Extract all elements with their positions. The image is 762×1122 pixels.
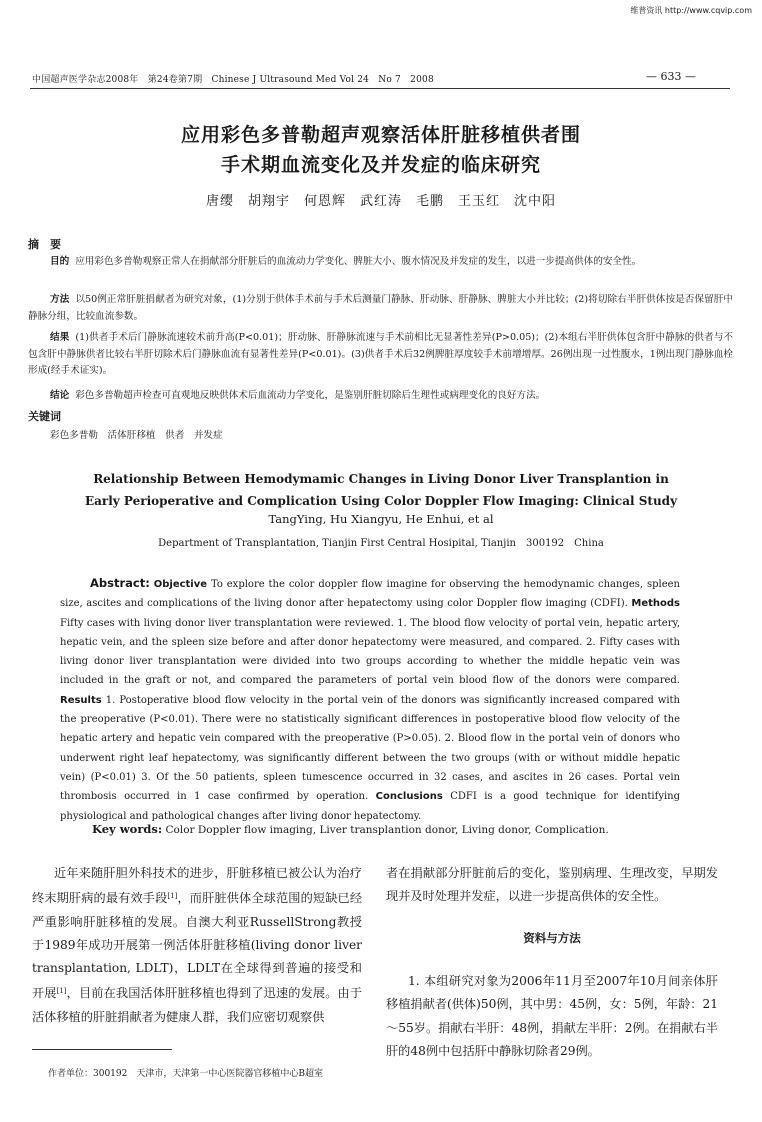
en-results-label: Results xyxy=(60,694,102,706)
en-methods-text: Fifty cases with living donor liver transplantation were reviewed. 1. The blood flow velocity of portal vein, hepatic artery, hepatic vein, and the spleen size before and after donor hepatectomy were measured, and compared. 2. Fifty cases with living donor liver transplantation were divided into two groups according to whether the middle hepatic vein was included in the graft or not, and compared the parameters of portal vein blood flow of the donors were compared. xyxy=(60,617,680,687)
zh-abstract-heading: 摘 要 xyxy=(28,238,61,251)
en-results-text: 1. Postoperative blood flow velocity in the portal vein of the donors was significantly increased compared with the preoperative (P<0.01). There were no statistically significant differences in postoperative blood flow velocity of the hepatic artery and hepatic vein compared with the preoperative (P>0.05). 2. Blood flow in the portal vein of donors who underwent right leaf hepatectomy, was significantly different between the two groups (with or without middle hepatic vein) (P<0.01) 3. Of the 50 patients, spleen tumescence occurred in 32 cases, and ascites in 26 cases. Portal vein thrombosis occurred in 1 case confirmed by operation. xyxy=(60,694,680,803)
body-left-text-a: 近年来随肝胆外科技术的进步，肝脏移植已被公认为治疗终末期肝病的最有效手段 xyxy=(32,866,362,906)
page-number: — 633 — xyxy=(646,70,696,83)
english-keywords xyxy=(92,822,712,836)
zh-objective-text: 应用彩色多普勒观察正常人在捐献部分肝脏后的血流动力学变化、脾脏大小、腹水情况及并发症的发生，以进一步提高供体的安全性。 xyxy=(75,256,642,267)
en-keywords-label: Key words: xyxy=(92,822,163,836)
title-line-2: 手术期血流变化及并发症的临床研究 xyxy=(220,154,541,176)
zh-methods-label: 方法 xyxy=(50,294,70,305)
header-rule xyxy=(30,88,730,89)
en-conclusions-text: CDFI is a good technique for identifying physiological and pathological changes after living donor hepatectomy. xyxy=(60,791,681,822)
paper-title xyxy=(0,120,762,180)
citation-1: [1] xyxy=(167,892,178,901)
english-title-line-2: Early Perioperative and Complication Using Color Doppler Flow Imaging: Clinical Study xyxy=(84,494,678,508)
en-objective-label: Objective xyxy=(153,579,208,590)
zh-results-label: 结果 xyxy=(50,332,70,343)
footnote-rule xyxy=(32,1049,172,1050)
zh-keywords: 彩色多普勒 活体肝移植 供者 并发症 xyxy=(50,430,223,441)
watermark: 维普资讯 http://www.cqvip.com xyxy=(630,6,752,15)
journal-header: 中国超声医学杂志2008年 第24卷第7期 Chinese J Ultrasound Med Vol 24 No 7 2008 xyxy=(32,75,434,85)
en-methods-label: Methods xyxy=(631,598,680,610)
zh-objective-label: 目的 xyxy=(50,256,70,267)
english-title xyxy=(0,468,762,512)
body-left-column xyxy=(32,862,362,1029)
en-objective-text: To explore the color doppler flow imagine for observing the hemodynamic changes, spleen size, ascites and complications of the living donor after hepatectomy using color Doppler flow imaging (CDFI). xyxy=(60,579,680,610)
zh-conclusion xyxy=(28,388,733,405)
body-right-column: 者在捐献部分肝脏前后的变化，鉴别病理、生理改变，早期发现并及时处理并发症，以进一步提高供体的安全性。 xyxy=(386,866,718,904)
zh-keywords-heading: 关键词 xyxy=(28,410,61,423)
zh-results-text: (1)供者手术后门静脉流速较术前升高(P<0.01)；肝动脉、肝静脉流速与手术前相比无显著性差异(P>0.05)；(2)本组右半肝供体包含肝中静脉的供者与不包含肝中静脉供者比较右半肝切除术后门静脉血流有显著性差异(P<0.01)。(3)供者手术后32例脾脏厚度较手术前增增厚。26例出现一过性腹水，1例出现门静脉血栓形成(经手术证实)。 xyxy=(28,332,734,376)
en-keywords-text: Color Doppler flow imaging, Liver transplantion donor, Living donor, Complication. xyxy=(165,824,609,836)
citation-2: [1] xyxy=(56,987,67,996)
zh-methods-text: 以50例正常肝脏捐献者为研究对象，(1)分别于供体手术前与手术后测量门静脉、肝动脉、肝静脉、脾脏大小并比较；(2)将切除右半肝供体按是否保留肝中静脉分组，比较血流参数。 xyxy=(28,294,734,322)
body-left-text-c: ，目前在我国活体肝脏移植也得到了迅速的发展。由于活体移植的肝脏捐献者为健康人群，我们应密切观察供 xyxy=(32,986,363,1024)
body-left-text-b: ，而肝脏供体全球范围的短缺已经严重影响肝脏移植的发展。自澳大利亚RussellStrong教授于1989年成功开展第一例活体肝脏移植(living donor liver transplantation, LDLT)，LDLT在全球得到普遍的接受和开展 xyxy=(32,891,363,1001)
zh-results xyxy=(28,330,733,380)
author-affiliation-footnote: 作者单位：300192 天津市，天津第一中心医院器官移植中心B超室 xyxy=(48,1069,323,1079)
zh-methods xyxy=(28,292,733,325)
english-title-line-1: Relationship Between Hemodymamic Changes in Living Donor Liver Transplantion in xyxy=(93,472,669,486)
authors: 唐缨 胡翔宇 何恩辉 武红涛 毛鹏 王玉红 沈中阳 xyxy=(205,194,556,209)
zh-conclusion-label: 结论 xyxy=(50,390,70,401)
body-right-column-methods: 1. 本组研究对象为2006年11月至2007年10月间亲体肝移植捐献者(供体)50例，其中男：45例，女：5例，年龄：21～55岁。捐献右半肝：48例，捐献左半肝：2例。在捐献右半肝的48例中包括肝中静脉切除者29例。 xyxy=(386,974,718,1058)
section-heading-materials-methods: 资料与方法 xyxy=(523,931,581,945)
zh-conclusion-text: 彩色多普勒超声检查可直观地反映供体术后血流动力学变化，是鉴别肝脏切除后生理性或病理变化的良好方法。 xyxy=(75,390,546,401)
zh-objective xyxy=(28,254,733,271)
english-affiliation: Department of Transplantation, Tianjin First Central Hosipital, Tianjin 300192 China xyxy=(158,538,604,549)
english-authors: TangYing, Hu Xiangyu, He Enhui, et al xyxy=(268,512,494,526)
title-line-1: 应用彩色多普勒超声观察活体肝脏移植供者围 xyxy=(180,124,581,146)
english-abstract xyxy=(60,574,680,826)
en-conclusions-label: Conclusions xyxy=(375,791,443,803)
abstract-label: Abstract: xyxy=(90,576,150,590)
